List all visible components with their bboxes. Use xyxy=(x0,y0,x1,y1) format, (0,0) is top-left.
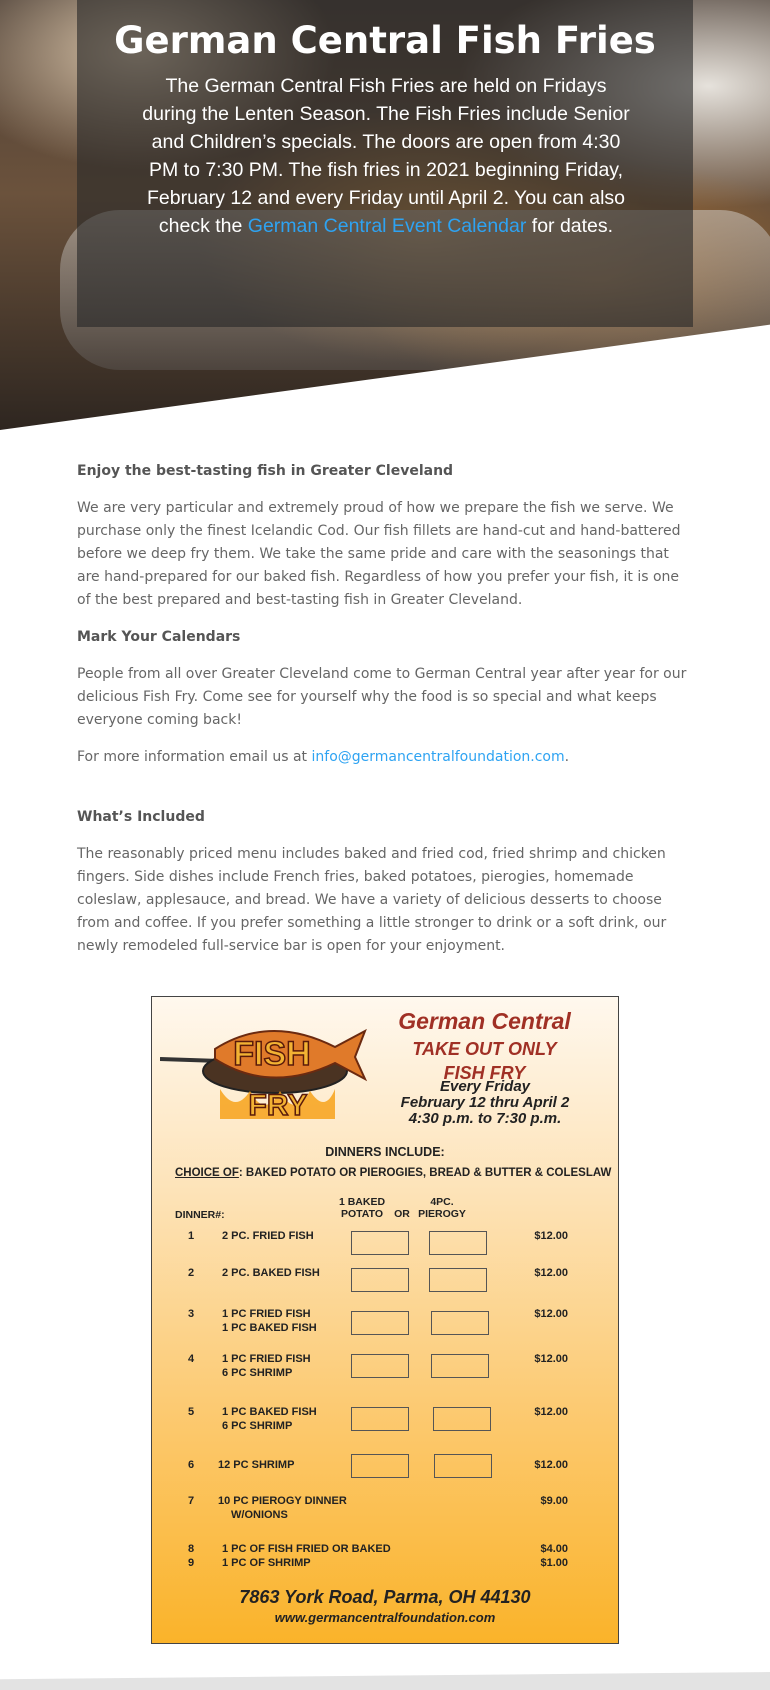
row-number: 3 xyxy=(188,1308,195,1320)
row-item-line-2: 1 PC BAKED FISH xyxy=(222,1322,317,1334)
row-item-line-2: W/ONIONS xyxy=(231,1509,288,1521)
row-price: $12.00 xyxy=(534,1353,568,1365)
row-item xyxy=(218,1494,347,1522)
fish-fry-flyer xyxy=(151,996,619,1644)
footer-diagonal xyxy=(0,1672,770,1690)
email-suffix: . xyxy=(564,749,570,765)
calendar-paragraph: People from all over Greater Cleveland come to German Central year after year for our delicious Fish Fry. Come see for yourself why the food is so special and what keeps everyone coming back! xyxy=(77,666,687,728)
row-price: $9.00 xyxy=(540,1495,568,1507)
email-prefix: For more information email us at xyxy=(77,749,312,765)
fish-fry-logo xyxy=(160,1019,370,1129)
potato-checkbox[interactable] xyxy=(351,1311,409,1335)
enjoy-paragraph: We are very particular and extremely proud of how we prepare the fish we serve. We purchase only the finest Icelandic Cod. Our fish fillets are hand-cut and hand-battered before we deep fry them. We take the same pride and care with the seasonings that are hand-prepared for our baked fish. Regardless of how you prefer your fish, it is one of the best prepared and best-tasting fish in Greater Cleveland. xyxy=(77,500,681,608)
hero-intro-text: The German Central Fish Fries are held on Fridays during the Lenten Season. The Fish Fries include Senior and Children’s specials. The doors are open from 4:30 PM to 7:30 PM. The fish fries in 2021 beginning Friday, February 12 and every Friday until April 2. You can also check the xyxy=(142,75,630,237)
row-number: 8 xyxy=(188,1543,195,1555)
row-price: $12.00 xyxy=(534,1459,568,1471)
row-item-line-2: 6 PC SHRIMP xyxy=(222,1420,293,1432)
row-item-line-1: 1 PC FRIED FISH xyxy=(222,1353,311,1365)
col-pierogy-2: PIEROGY xyxy=(418,1208,466,1220)
row-item-line-1: 1 PC FRIED FISH xyxy=(222,1308,311,1320)
choice-text: : BAKED POTATO OR PIEROGIES, BREAD & BUTTER & COLESLAW xyxy=(238,1167,612,1179)
row-number: 7 xyxy=(188,1495,195,1507)
flyer-title: German Central xyxy=(398,1008,571,1034)
flyer-address: 7863 York Road, Parma, OH 44130 xyxy=(239,1587,531,1607)
pierogy-checkbox[interactable] xyxy=(429,1268,487,1292)
row-number: 4 xyxy=(188,1353,195,1365)
flyer-website: www.germancentralfoundation.com xyxy=(274,1610,496,1625)
flyer-subtitle-1: TAKE OUT ONLY xyxy=(412,1039,557,1059)
row-price: $4.00 xyxy=(540,1543,568,1555)
logo-word-fry: FRY xyxy=(248,1089,308,1122)
row-item-line-1: 10 PC PIEROGY DINNER xyxy=(218,1495,347,1507)
email-paragraph xyxy=(77,746,693,769)
row-item: 1 PC OF FISH FRIED OR BAKED xyxy=(222,1543,391,1555)
flyer-schedule-3: 4:30 p.m. to 7:30 p.m. xyxy=(408,1110,562,1127)
enjoy-heading: Enjoy the best-tasting fish in Greater Cleveland xyxy=(77,463,454,479)
row-number: 5 xyxy=(188,1406,195,1418)
row-price: $1.00 xyxy=(540,1557,568,1569)
row-number: 9 xyxy=(188,1557,195,1569)
row-number: 1 xyxy=(188,1230,195,1242)
dinners-include: DINNERS INCLUDE: xyxy=(325,1145,445,1159)
included-paragraph: The reasonably priced menu includes baked and fried cod, fried shrimp and chicken fingers. Side dishes include French fries, baked potatoes, pierogies, homemade coleslaw, applesauce, and bread. We have a variety of delicious desserts to choose from and coffee. If you prefer something a little stronger to drink or a soft drink, our newly remodeled full-service bar is open for your enjoyment. xyxy=(77,846,667,954)
potato-checkbox[interactable] xyxy=(351,1354,409,1378)
included-heading: What’s Included xyxy=(77,809,205,825)
pierogy-checkbox[interactable] xyxy=(434,1454,492,1478)
col-potato-1: 1 BAKED xyxy=(338,1196,386,1208)
row-item-line-1: 1 PC BAKED FISH xyxy=(222,1406,317,1418)
hero-banner xyxy=(0,0,770,430)
event-calendar-link[interactable]: German Central Event Calendar xyxy=(247,215,527,237)
page-title: German Central Fish Fries xyxy=(114,19,656,62)
col-or: OR xyxy=(394,1208,410,1220)
potato-checkbox[interactable] xyxy=(351,1454,409,1478)
row-item: 1 PC OF SHRIMP xyxy=(222,1557,311,1569)
pierogy-checkbox[interactable] xyxy=(429,1231,487,1255)
row-number: 6 xyxy=(188,1459,195,1471)
row-item xyxy=(222,1405,317,1433)
row-price: $12.00 xyxy=(534,1308,568,1320)
col-potato xyxy=(334,1196,390,1220)
hero-overlay xyxy=(77,0,693,327)
row-number: 2 xyxy=(188,1267,195,1279)
pierogy-checkbox[interactable] xyxy=(433,1407,491,1431)
row-price: $12.00 xyxy=(534,1267,568,1279)
pierogy-checkbox[interactable] xyxy=(431,1311,489,1335)
hero-intro xyxy=(141,72,631,240)
calendar-heading: Mark Your Calendars xyxy=(77,629,241,645)
pierogy-checkbox[interactable] xyxy=(431,1354,489,1378)
col-pierogy xyxy=(414,1196,470,1220)
col-potato-2: POTATO xyxy=(341,1208,383,1220)
col-dinner: DINNER#: xyxy=(175,1209,225,1221)
choice-label: CHOICE OF xyxy=(175,1167,239,1179)
email-link[interactable]: info@germancentralfoundation.com xyxy=(311,749,565,765)
row-item-line-2: 6 PC SHRIMP xyxy=(222,1367,293,1379)
row-item xyxy=(222,1352,311,1380)
potato-checkbox[interactable] xyxy=(351,1268,409,1292)
potato-checkbox[interactable] xyxy=(351,1231,409,1255)
row-price: $12.00 xyxy=(534,1230,568,1242)
row-item: 12 PC SHRIMP xyxy=(218,1459,295,1471)
hero-intro-tail: for dates. xyxy=(526,215,614,237)
flyer-schedule xyxy=(370,1079,600,1127)
row-price: $12.00 xyxy=(534,1406,568,1418)
main-content xyxy=(77,460,693,972)
row-item: 2 PC. FRIED FISH xyxy=(222,1230,314,1242)
flyer-schedule-1: Every Friday xyxy=(439,1078,531,1095)
flyer-schedule-2: February 12 thru April 2 xyxy=(400,1094,570,1111)
col-pierogy-1: 4PC. xyxy=(430,1196,454,1208)
flyer-subtitle-2: FISH FRY xyxy=(443,1063,526,1083)
logo-word-fish: FISH xyxy=(233,1035,311,1073)
potato-checkbox[interactable] xyxy=(351,1407,409,1431)
choice-line xyxy=(175,1167,615,1179)
row-item xyxy=(222,1307,317,1335)
row-item: 2 PC. BAKED FISH xyxy=(222,1267,320,1279)
